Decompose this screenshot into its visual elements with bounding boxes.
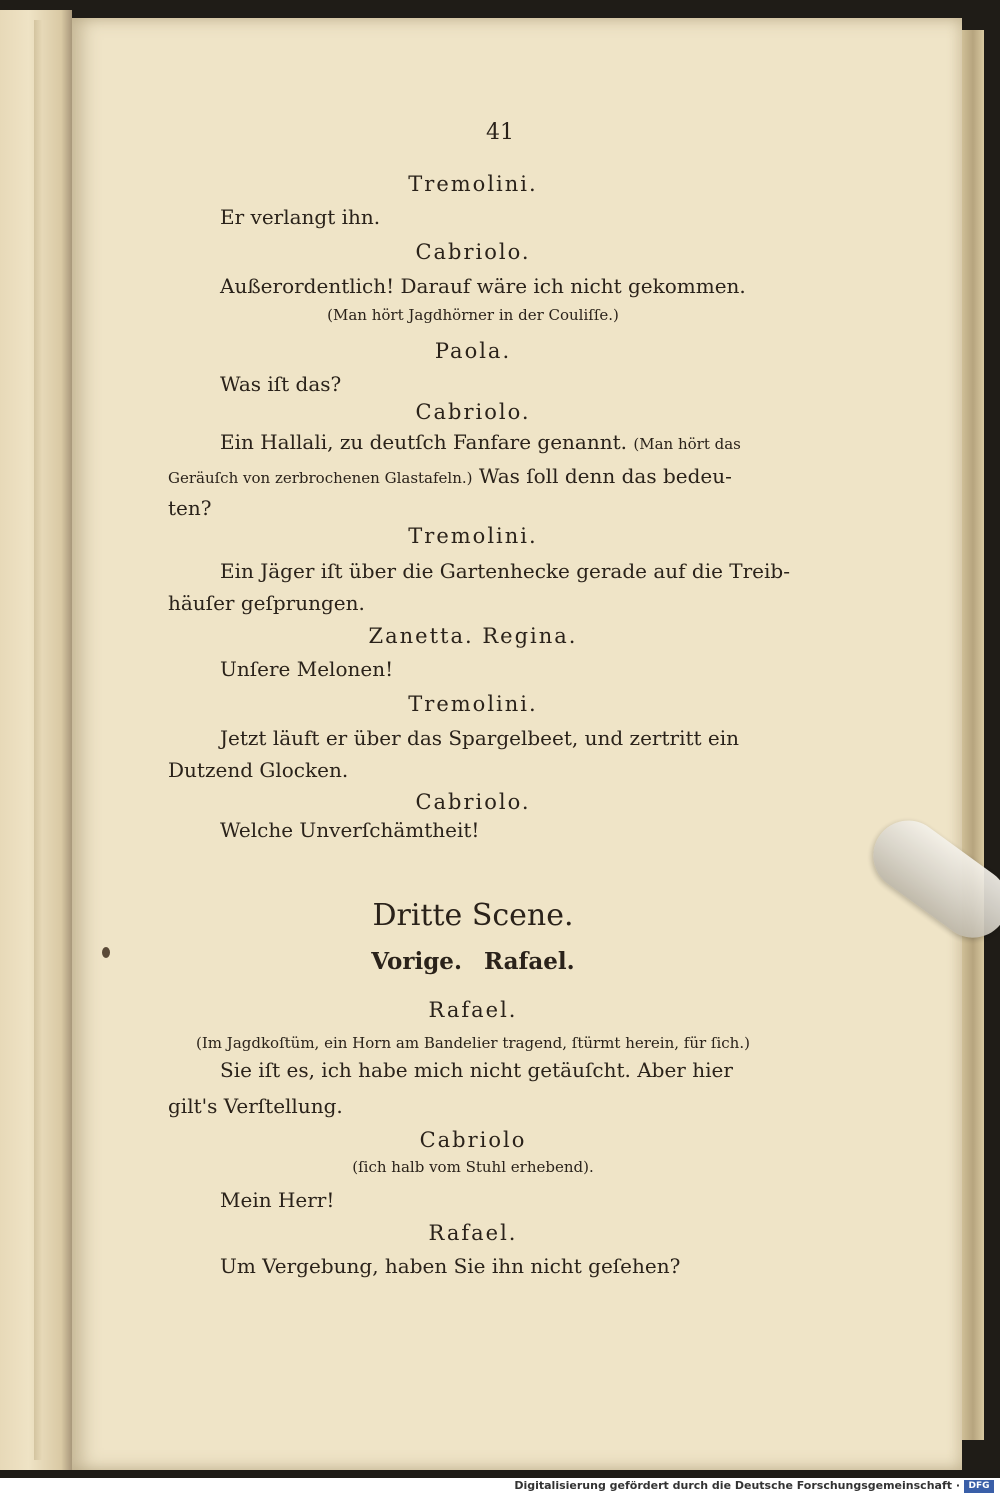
dialogue-line: Außerordentlich! Darauf wäre ich nicht gekommen. [220,274,746,298]
dfg-logo: DFG [964,1480,994,1493]
stage-direction: (Im Jagdkoſtüm, ein Horn am Bandelier tragend, ſtürmt herein, für ſich.) [196,1034,750,1052]
page-number: 41 [486,120,514,145]
speaker-name: Cabriolo. [415,400,531,424]
dialogue-line: Um Vergebung, haben Sie ihn nicht geſehen? [220,1254,681,1278]
speaker-name: Cabriolo [419,1128,527,1152]
stage-direction: (ſich halb vom Stuhl erhebend). [352,1158,594,1176]
speaker-name: Cabriolo. [415,790,531,814]
dialogue-line: häuſer geſprungen. [168,591,365,615]
speaker-name: Tremolini. [408,172,538,196]
dialogue-line: Mein Herr! [220,1188,335,1212]
ink-spot [102,947,110,958]
dialogue-line: Sie iſt es, ich habe mich nicht getäuſcht. Aber hier [220,1058,733,1082]
stage-direction: (Man hört Jagdhörner in der Couliſſe.) [327,306,619,324]
dialogue-line [168,464,732,488]
dialogue-line: Dutzend Glocken. [168,758,349,782]
speaker-name: Zanetta. Regina. [368,624,578,648]
speaker-name: Paola. [434,339,512,363]
speaker-name: Rafael. [428,1221,518,1245]
dialogue-line: Was iſt das? [220,372,342,396]
dialogue-line: Ein Jäger iſt über die Gartenhecke gerade auf die Treib- [220,559,790,583]
dialogue-line: Welche Unverſchämtheit! [220,818,480,842]
dialogue-text: Was ſoll denn das bedeu- [478,464,732,488]
speaker-name: Rafael. [428,998,518,1022]
speaker-name: Tremolini. [408,692,538,716]
dialogue-line: Er verlangt ihn. [220,205,381,229]
stage-direction-inline: Geräuſch von zerbrochenen Glastafeln.) [168,469,473,487]
dialogue-line [220,430,741,454]
speaker-name: Tremolini. [408,524,538,548]
left-page-fold [34,20,42,1460]
dialogue-line: ten? [168,496,212,520]
scene-cast: Vorige. Rafael. [371,948,575,975]
dialogue-line: Unſere Melonen! [220,657,394,681]
stage-direction-inline: (Man hört das [633,435,741,453]
dialogue-text: Ein Hallali, zu deutſch Fanfare genannt. [220,430,628,454]
dialogue-line: Jetzt läuft er über das Spargelbeet, und zertritt ein [220,726,740,750]
funding-credit: Digitalisierung gefördert durch die Deutsche Forschungsgemeinschaft · [514,1479,960,1492]
scene-title: Dritte Scene. [372,898,574,933]
page-stack-edge [962,30,984,1440]
speaker-name: Cabriolo. [415,240,531,264]
dialogue-line: gilt's Verſtellung. [168,1094,343,1118]
